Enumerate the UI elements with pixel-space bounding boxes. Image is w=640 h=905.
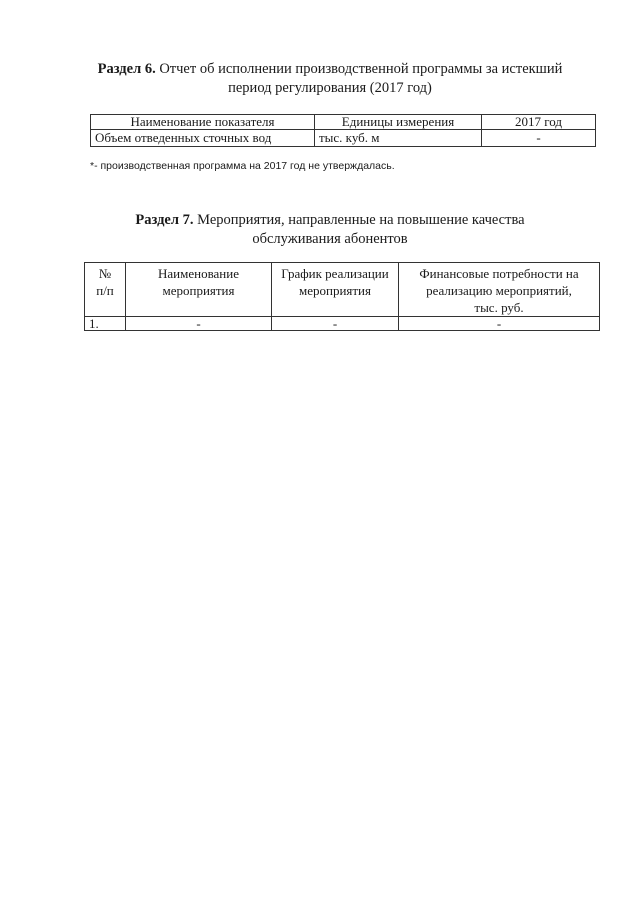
table-header-row bbox=[91, 115, 596, 130]
header-number-line2: п/п bbox=[96, 283, 114, 298]
header-number bbox=[85, 263, 126, 317]
header-schedule-line2: мероприятия bbox=[298, 283, 371, 298]
section-7-title-line1: Мероприятия, направленные на повышение качества bbox=[197, 212, 525, 228]
cell-schedule: - bbox=[272, 317, 399, 331]
header-number-line1: № bbox=[98, 266, 112, 281]
section-6-title-line1: Отчет об исполнении производственной программы за истекший bbox=[159, 61, 563, 77]
header-units: Единицы измерения bbox=[315, 115, 482, 130]
header-year: 2017 год bbox=[482, 115, 596, 130]
cell-financial-needs: - bbox=[399, 317, 600, 331]
header-schedule bbox=[272, 263, 399, 317]
cell-year-value: - bbox=[482, 130, 596, 147]
section-6-heading bbox=[80, 60, 580, 98]
header-financial-needs bbox=[399, 263, 600, 317]
section-6-title-line2: период регулирования (2017 год) bbox=[228, 80, 432, 96]
cell-measure-name: - bbox=[126, 317, 272, 331]
header-measure-name-line2: мероприятия bbox=[162, 283, 235, 298]
table-header-row bbox=[85, 263, 600, 317]
header-financial-needs-line3: тыс. руб. bbox=[474, 300, 524, 315]
header-schedule-line1: График реализации bbox=[281, 266, 389, 281]
section-7-table bbox=[84, 262, 600, 331]
header-financial-needs-line1: Финансовые потребности на bbox=[419, 266, 579, 281]
section-6-table bbox=[90, 114, 596, 147]
header-measure-name-line1: Наименование bbox=[158, 266, 239, 281]
cell-indicator-name: Объем отведенных сточных вод bbox=[91, 130, 315, 147]
table-row bbox=[91, 130, 596, 147]
cell-units: тыс. куб. м bbox=[315, 130, 482, 147]
section-7-title-line2: обслуживания абонентов bbox=[252, 231, 408, 247]
header-financial-needs-line2: реализацию мероприятий, bbox=[426, 283, 572, 298]
section-7-heading bbox=[80, 211, 580, 249]
section-6-label: Раздел 6. bbox=[97, 61, 156, 77]
cell-number: 1. bbox=[85, 317, 126, 331]
section-7-label: Раздел 7. bbox=[135, 212, 194, 228]
footnote: *- производственная программа на 2017 год не утверждалась. bbox=[90, 160, 395, 172]
table-row bbox=[85, 317, 600, 331]
header-measure-name bbox=[126, 263, 272, 317]
header-indicator-name: Наименование показателя bbox=[91, 115, 315, 130]
